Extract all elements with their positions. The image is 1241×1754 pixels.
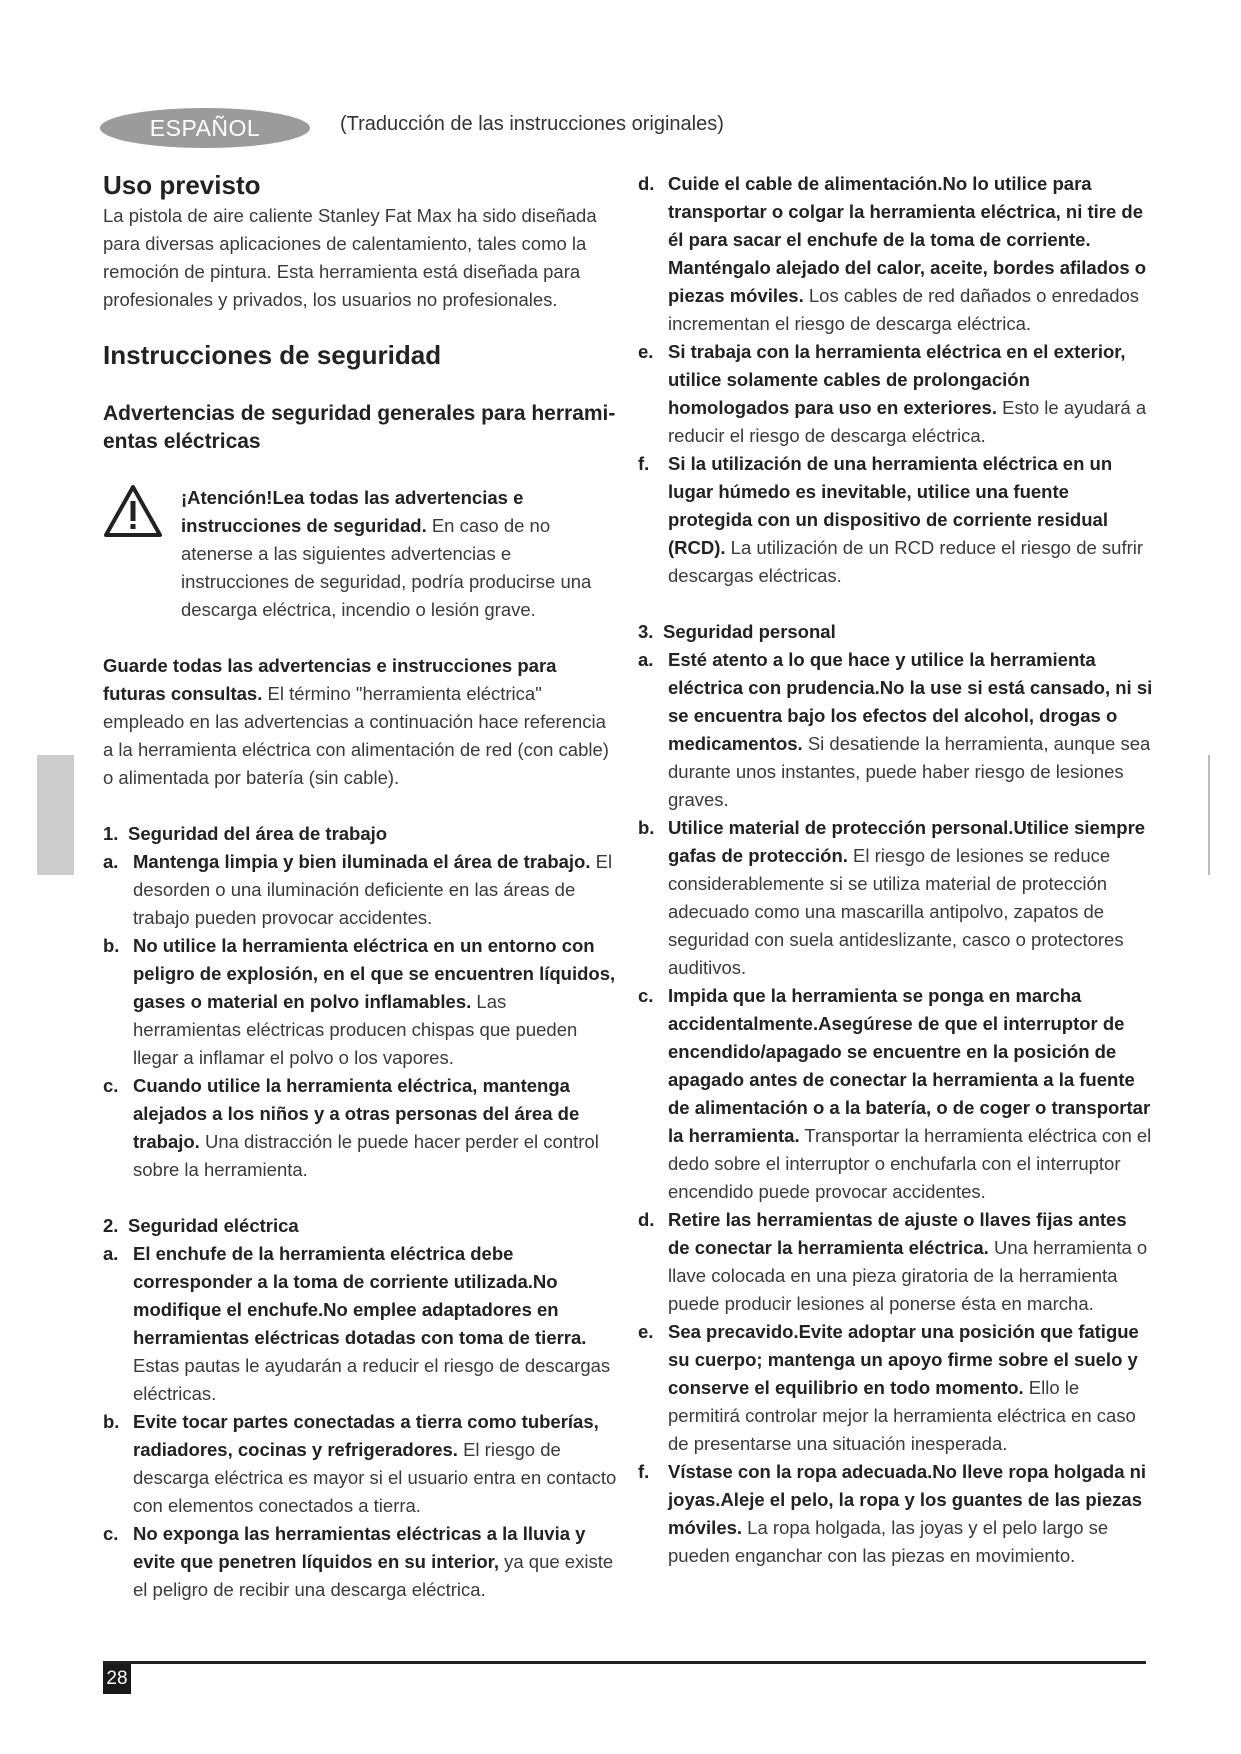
warning-text: En caso de no atenerse a las siguientes advertencias e instrucciones de seguridad, podría producirse una descarga eléctrica, incendio o lesión grave. bbox=[181, 515, 592, 620]
list-item: f. Si la utilización de una herramienta eléctrica en un lugar húmedo es inevitable, utilice una fuente protegida con un dispositivo de corriente residual (RCD). La utilización de un RCD reduce el riesgo de sufrir descargas eléctricas. bbox=[638, 453, 1144, 586]
warning-block bbox=[103, 484, 618, 624]
section-electrical-heading: 2. Seguridad eléctrica bbox=[103, 1215, 299, 1236]
intended-use-heading: Uso previsto bbox=[103, 170, 261, 200]
section-tab-marker bbox=[37, 755, 74, 875]
list-item: e. Sea precavido.Evite adoptar una posición que fatigue su cuerpo; mantenga un apoyo firme sobre el suelo y conserve el equilibrio en todo momento. Ello le permitirá controlar mejor la herramienta eléctrica en caso de presentarse una situación inesperada. bbox=[638, 1321, 1139, 1454]
list-item: c. Impida que la herramienta se ponga en marcha accidentalmente.Asegúrese de que el interruptor de encendido/apagado se encuentre en la posición de apagado antes de conectar la herramienta a la fuente de alimentación o a la batería, o de coger o transportar la herramienta. Transportar la herramienta eléctrica con el dedo sobre el interruptor o enchufarla con el interruptor encendido puede provocar accidentes. bbox=[638, 985, 1152, 1202]
list-item: c. No exponga las herramientas eléctricas a la lluvia y evite que penetren líquidos en su interior, ya que existe el peligro de recibir una descarga eléctrica. bbox=[103, 1523, 614, 1600]
language-badge: ESPAÑOL bbox=[100, 108, 310, 148]
margin-mark bbox=[1208, 755, 1210, 875]
warning-bold-text: ¡Atención!Lea todas las advertencias e instrucciones de seguridad. bbox=[181, 487, 524, 536]
footer-rule bbox=[103, 1661, 1146, 1664]
safety-heading: Instrucciones de seguridad bbox=[103, 340, 442, 370]
left-column bbox=[103, 168, 618, 1604]
list-item: b. Utilice material de protección personal.Utilice siempre gafas de protección. El riesgo de lesiones se reduce considerablemente si se utiliza material de protección adecuado como una mascarilla antipolvo, zapatos de seguridad con suela antideslizante, casco o protectores auditivos. bbox=[638, 817, 1146, 978]
list-item: b. Evite tocar partes conectadas a tierra como tuberías, radiadores, cocinas y refrigeradores. El riesgo de descarga eléctrica es mayor si el usuario entra en contacto con elementos conectados a tierra. bbox=[103, 1411, 617, 1516]
intended-use-text: La pistola de aire caliente Stanley Fat Max ha sido diseñada para diversas aplicaciones de calentamiento, tales como la remoción de pintura. Esta herramienta está diseñada para profesionales y privados, los usuarios no profesionales. bbox=[103, 205, 597, 310]
list-item: b. No utilice la herramienta eléctrica en un entorno con peligro de explosión, en el que se encuentren líquidos, gases o material en polvo inflamables. Las herramientas eléctricas producen chispas que pueden llegar a inflamar el polvo o los vapores. bbox=[103, 935, 616, 1068]
list-item: a. El enchufe de la herramienta eléctrica debe corresponder a la toma de corriente utilizada.No modifique el enchufe.No emplee adaptadores en herramientas eléctricas dotadas con toma de tierra. Estas pautas le ayudarán a reducir el riesgo de descargas eléctricas. bbox=[103, 1243, 611, 1404]
list-item: e. Si trabaja con la herramienta eléctrica en el exterior, utilice solamente cables de prolongación homologados para uso en exteriores. Esto le ayudará a reducir el riesgo de descarga eléctrica. bbox=[638, 341, 1147, 446]
save-text: El término "herramienta eléctrica" empleado en las advertencias a continuación hace referencia a la herramienta eléctrica con alimentación de red (con cable) o alimentada por batería (sin cable). bbox=[103, 683, 609, 788]
list-item: a. Mantenga limpia y bien iluminada el área de trabajo. El desorden o una iluminación deficiente en las áreas de trabajo pueden provocar accidentes. bbox=[103, 851, 613, 928]
list-item: d. Retire las herramientas de ajuste o llaves fijas antes de conectar la herramienta eléctrica. Una herramienta o llave colocada en una pieza giratoria de la herramienta puede producir lesiones al ponerse ésta en marcha. bbox=[638, 1209, 1148, 1314]
warning-triangle-icon bbox=[103, 484, 163, 538]
section-personal-heading: 3. Seguridad personal bbox=[638, 621, 836, 642]
list-item: a. Esté atento a lo que hace y utilice la herramienta eléctrica con prudencia.No la use si está cansado, ni si se encuentra bajo los efectos del alcohol, drogas o medicamentos. Si desatiende la herramienta, aunque sea durante unos instantes, puede haber riesgo de lesiones graves. bbox=[638, 649, 1153, 810]
list-item: d. Cuide el cable de alimentación.No lo utilice para transportar o colgar la herramienta eléctrica, ni tire de él para sacar el enchufe de la toma de corriente. Manténgalo alejado del calor, aceite, bordes afilados o piezas móviles. Los cables de red dañados o enredados incrementan el riesgo de descarga eléctrica. bbox=[638, 173, 1147, 334]
general-warnings-heading: Advertencias de seguridad generales para herrami-entas eléctricas bbox=[103, 402, 616, 453]
right-column bbox=[638, 170, 1153, 1570]
save-bold-text: Guarde todas las advertencias e instrucciones para futuras consultas. bbox=[103, 655, 557, 704]
translation-note: (Traducción de las instrucciones originales) bbox=[340, 113, 724, 135]
page-number: 28 bbox=[103, 1664, 131, 1694]
section-work-area-heading: 1. Seguridad del área de trabajo bbox=[103, 823, 388, 844]
save-instructions bbox=[103, 652, 618, 792]
list-item: c. Cuando utilice la herramienta eléctrica, mantenga alejados a los niños y a otras personas del área de trabajo. Una distracción le puede hacer perder el control sobre la herramienta. bbox=[103, 1075, 599, 1180]
list-item: f. Vístase con la ropa adecuada.No lleve ropa holgada ni joyas.Aleje el pelo, la ropa y los guantes de las piezas móviles. La ropa holgada, las joyas y el pelo largo se pueden enganchar con las piezas en movimiento. bbox=[638, 1461, 1147, 1566]
